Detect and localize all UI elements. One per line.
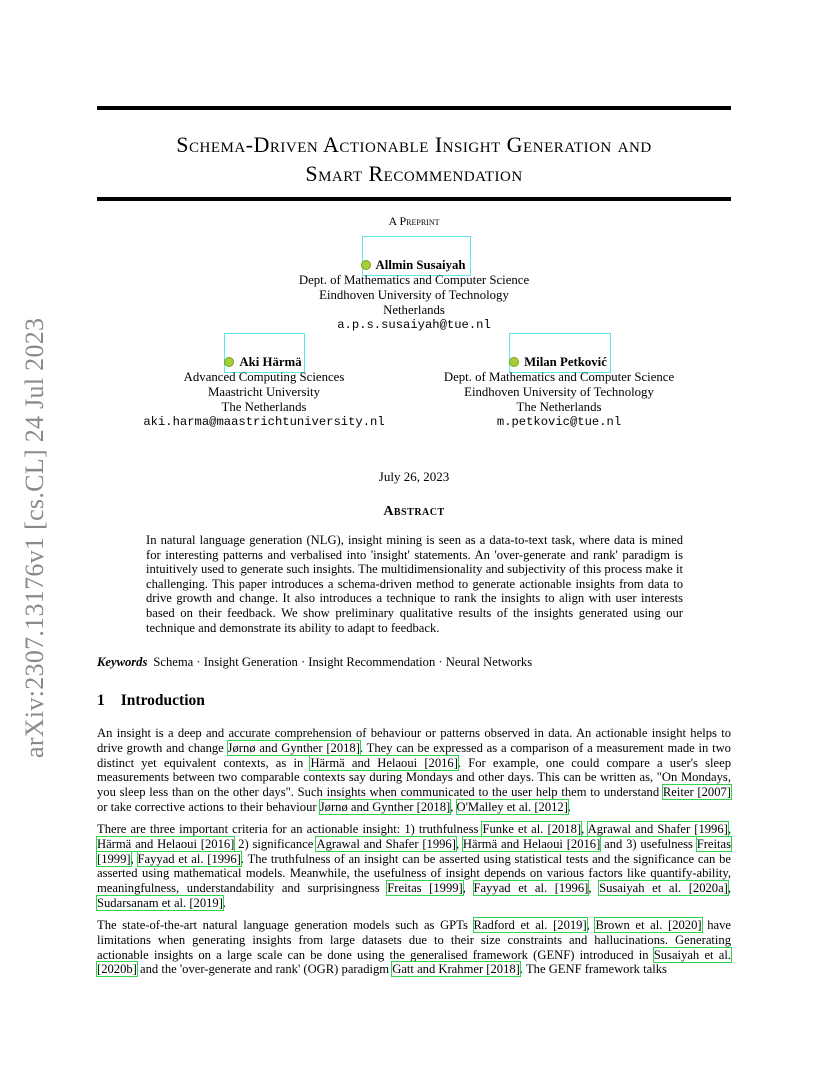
citation-link[interactable]: Fayyad et al. [1996] [137,851,241,866]
citation-link[interactable]: Jørnø and Gynther [2018] [227,740,360,755]
orcid-icon[interactable] [361,260,371,270]
author-institution: Eindhoven University of Technology [464,385,654,399]
text-run: , [581,822,588,836]
text-run: . The GENF framework talks [519,962,667,977]
author-block-3 [420,355,698,430]
author-country: The Netherlands [516,400,602,414]
author-institution: Eindhoven University of Technology [319,288,509,302]
title-bottom-rule [97,197,731,201]
text-run: There are three important criteria for an actionable insight: 1) truthfulness [97,822,483,836]
author-country: The Netherlands [221,400,307,414]
author-email[interactable]: a.p.s.susaiyah@tue.nl [337,318,491,332]
text-run: The state-of-the-art natural language generation models such as GPTs [97,918,474,932]
text-run: . [567,799,572,814]
arxiv-identifier: arXiv:2307.13176v1 [cs.CL] 24 Jul 2023 [20,317,49,758]
orcid-icon[interactable] [224,357,234,367]
orcid-icon[interactable] [509,357,519,367]
citation-link[interactable]: O'Malley et al. [2012] [456,799,568,814]
citation-link[interactable]: Freitas [1999] [97,836,731,866]
text-run: and 3) usefulness [600,836,697,851]
citation-link[interactable]: Fayyad et al. [1996] [473,881,589,896]
author-block-1 [214,258,614,333]
citation-link[interactable]: Susaiyah et al. [2020b] [97,947,731,977]
text-run: . [222,895,227,910]
text-run: have limitations when generating insights from large datasets due to their size constraints and hallucinations. Generating actionable insights on a large scale can be done using the generalised framework (GENF) introduced in [97,918,731,962]
abstract-text: In natural language generation (NLG), insight mining is seen as a data-to-text task, where data is mined for interesting patterns and verbalised into 'insight' statements. An 'over-generate and rank' paradigm is intuitively used to generate such insights. The multidimensionality and subjectivity of this process make it challenging. This paper introduces a schema-driven method to generate actionable insights from data to drive growth and change. It also introduces a technique to rank the insights to align with user interests based on their feedback. We show preliminary qualitative results of the insights generated using our technique and demonstrate its ability to adapt to feedback. [146,533,683,635]
author-institution: Maastricht University [208,385,320,399]
preprint-label: A Preprint [388,214,440,228]
publication-date: July 26, 2023 [378,469,450,484]
citation-link[interactable]: Agrawal and Shafer [1996] [316,836,456,851]
paper-title [97,130,731,188]
text-run: An insight is a deep and accurate comprehension of behaviour or patterns observed in data. An actionable insight helps to drive growth and change [97,726,731,755]
text-run: , [727,822,732,836]
title-top-rule [97,106,731,110]
citation-link[interactable]: Reiter [2007] [662,785,731,800]
author-email[interactable]: aki.harma@maastrichtuniversity.nl [143,415,385,429]
title-line-1: Schema-Driven Actionable Insight Generation and [176,132,652,157]
text-run: , [455,836,463,851]
keywords-label: Keywords [97,655,148,669]
intro-paragraph-1 [97,726,731,815]
author-email[interactable]: m.petkovic@tue.nl [496,415,622,429]
author-name: Aki Härmä [239,355,302,369]
citation-link[interactable]: Härmä and Helaoui [2016] [310,755,458,770]
keywords-line [97,655,532,670]
citation-link[interactable]: Härmä and Helaoui [2016] [97,836,235,851]
author-dept: Dept. of Mathematics and Computer Science [443,370,675,384]
citation-link[interactable]: Agrawal and Shafer [1996] [587,822,728,836]
text-run: or take corrective actions to their behaviour [97,799,320,814]
abstract-heading: Abstract [383,504,445,519]
section-number: 1 [97,692,105,709]
citation-link[interactable]: Radford et al. [2019] [473,918,587,932]
citation-link[interactable]: Sudarsanam et al. [2019] [97,895,223,910]
keywords-list: Schema · Insight Generation · Insight Recommendation · Neural Networks [153,655,533,669]
text-run: . For example, one could compare a user's sleep measurements between two comparable contexts say during Mondays and other days. This can be written as, "On Mondays, you sleep less than on the other days". Such insights when communicated to the user help them to understand [97,755,731,800]
title-line-2: Smart Recommendation [305,161,523,186]
author-country: Netherlands [383,303,445,317]
citation-link[interactable]: Härmä and Helaoui [2016] [462,836,601,851]
author-dept: Dept. of Mathematics and Computer Science [298,273,530,287]
text-run: . They can be expressed as a comparison of a measurement made in two distinct yet equivalent contexts, as in [97,740,731,770]
intro-paragraph-2 [97,822,731,911]
citation-link[interactable]: Funke et al. [2018] [482,822,582,836]
text-run: 2) significance [234,836,317,851]
author-dept: Advanced Computing Sciences [183,370,345,384]
text-run: , [727,881,732,896]
text-run: , [462,881,474,896]
text-run: and the 'over-generate and rank' (OGR) paradigm [136,962,393,977]
text-run: , [586,918,596,932]
citation-link[interactable]: Brown et al. [2020] [595,918,702,932]
section-title: Introduction [120,692,205,709]
section-heading [97,692,205,710]
author-block-2 [130,355,398,430]
citation-link[interactable]: Susaiyah et al. [2020a] [599,881,728,896]
intro-paragraph-3 [97,918,731,977]
text-run: , [130,851,138,866]
text-run: , [450,799,457,814]
text-run: , [588,881,600,896]
citation-link[interactable]: Jørnø and Gynther [2018] [319,799,451,814]
author-name: Allmin Susaiyah [375,258,466,272]
text-run: . The truthfulness of an insight can be asserted using statistical tests and the significance can be asserted using mathematical models. Meanwhile, the usefulness of insight depends on various factors like quantify-ability, meaningfulness, understandability and surprisingness [97,851,732,896]
citation-link[interactable]: Gatt and Krahmer [2018] [392,962,520,977]
citation-link[interactable]: Freitas [1999] [387,881,463,896]
author-name: Milan Petković [524,355,607,369]
